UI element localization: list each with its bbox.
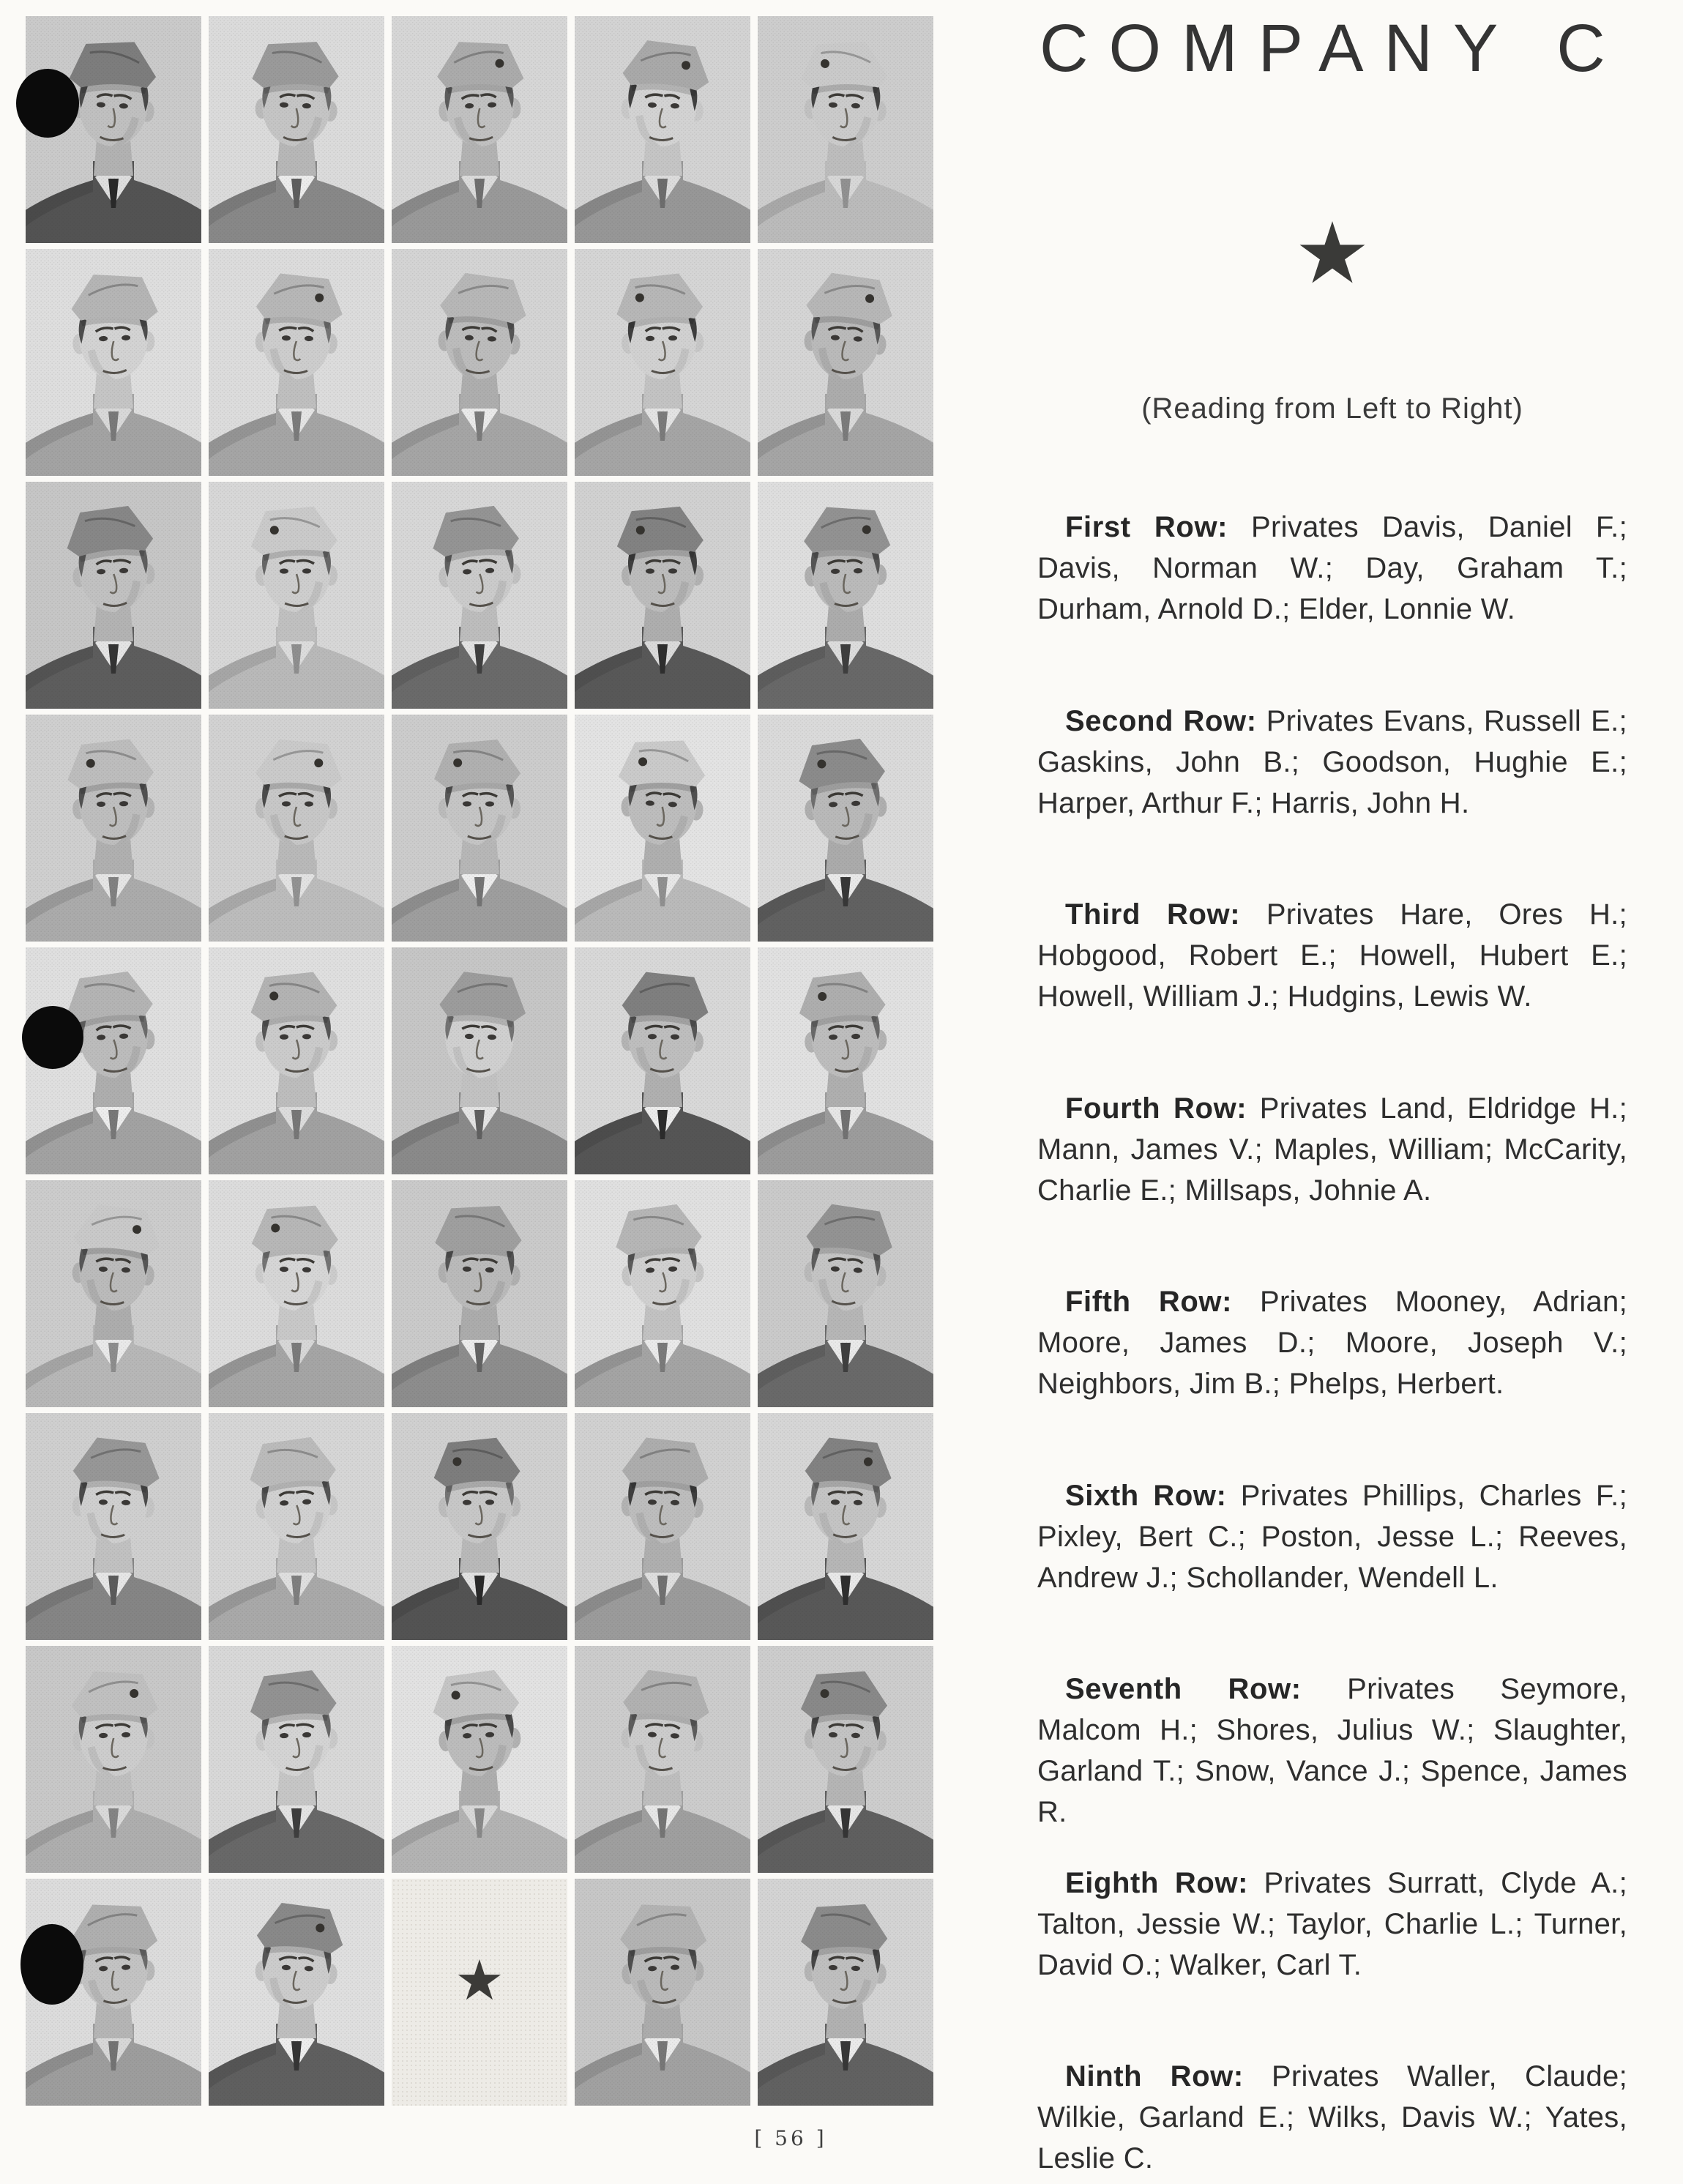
roster-row-label: Ninth Row: <box>1065 2060 1244 2092</box>
star-icon: ★ <box>1294 206 1370 301</box>
roster-row-6 <box>1037 1475 1627 1598</box>
roster-row-names: Privates Seymore, Malcom H.; Shores, Julius W.; Slaughter, Garland T.; Snow, Vance J.; Spence, James R. <box>1037 1673 1627 1828</box>
roster-row-5 <box>1037 1281 1627 1404</box>
roster-row-1 <box>1037 507 1627 630</box>
roster-row-8 <box>1037 1863 1627 1986</box>
roster-row-label: Seventh Row: <box>1065 1673 1302 1705</box>
roster-row-names: Privates Land, Eldridge H.; Mann, James V.; Maples, William; McCarity, Charlie E.; Millsaps, Johnie A. <box>1037 1092 1627 1207</box>
roster-row-label: Second Row: <box>1065 705 1257 737</box>
roster-row-names: Privates Phillips, Charles F.; Pixley, Bert C.; Poston, Jesse L.; Reeves, Andrew J.; Schollander, Wendell L. <box>1037 1480 1627 1594</box>
roster-row-label: Fourth Row: <box>1065 1092 1247 1125</box>
roster-row-names: Privates Waller, Claude; Wilkie, Garland E.; Wilks, Davis W.; Yates, Leslie C. <box>1037 2060 1627 2174</box>
roster-row-2 <box>1037 701 1627 824</box>
roster-row-9 <box>1037 2056 1627 2179</box>
roster-row-names: Privates Surratt, Clyde A.; Talton, Jessie W.; Taylor, Charlie L.; Turner, David O.; Walker, Carl T. <box>1037 1867 1627 1981</box>
roster-row-names: Privates Hare, Ores H.; Hobgood, Robert E.; Howell, Hubert E.; Howell, William J.; Hudgins, Lewis W. <box>1037 898 1627 1013</box>
roster-row-names: Privates Mooney, Adrian; Moore, James D.; Moore, Joseph V.; Neighbors, Jim B.; Phelps, Herbert. <box>1037 1286 1627 1400</box>
star-icon: ★ <box>454 1950 505 2012</box>
roster-row-label: First Row: <box>1065 511 1228 543</box>
roster-row-7 <box>1037 1669 1627 1833</box>
roster-row-4 <box>1037 1088 1627 1211</box>
roster-row-label: Eighth Row: <box>1065 1867 1249 1899</box>
roster-row-label: Fifth Row: <box>1065 1286 1233 1318</box>
reading-note: (Reading from Left to Right) <box>1141 392 1523 425</box>
roster-row-label: Third Row: <box>1065 898 1241 931</box>
page-number: [ 56 ] <box>754 2126 827 2150</box>
roster-row-3 <box>1037 894 1627 1017</box>
roster-row-label: Sixth Row: <box>1065 1480 1227 1512</box>
roster-row-names: Privates Davis, Daniel F.; Davis, Norman W.; Day, Graham T.; Durham, Arnold D.; Elder, Lonnie W. <box>1037 511 1627 625</box>
page-title: COMPANY C <box>1040 11 1626 86</box>
roster-row-names: Privates Evans, Russell E.; Gaskins, John B.; Goodson, Hughie E.; Harper, Arthur F.; Harris, John H. <box>1037 705 1627 819</box>
